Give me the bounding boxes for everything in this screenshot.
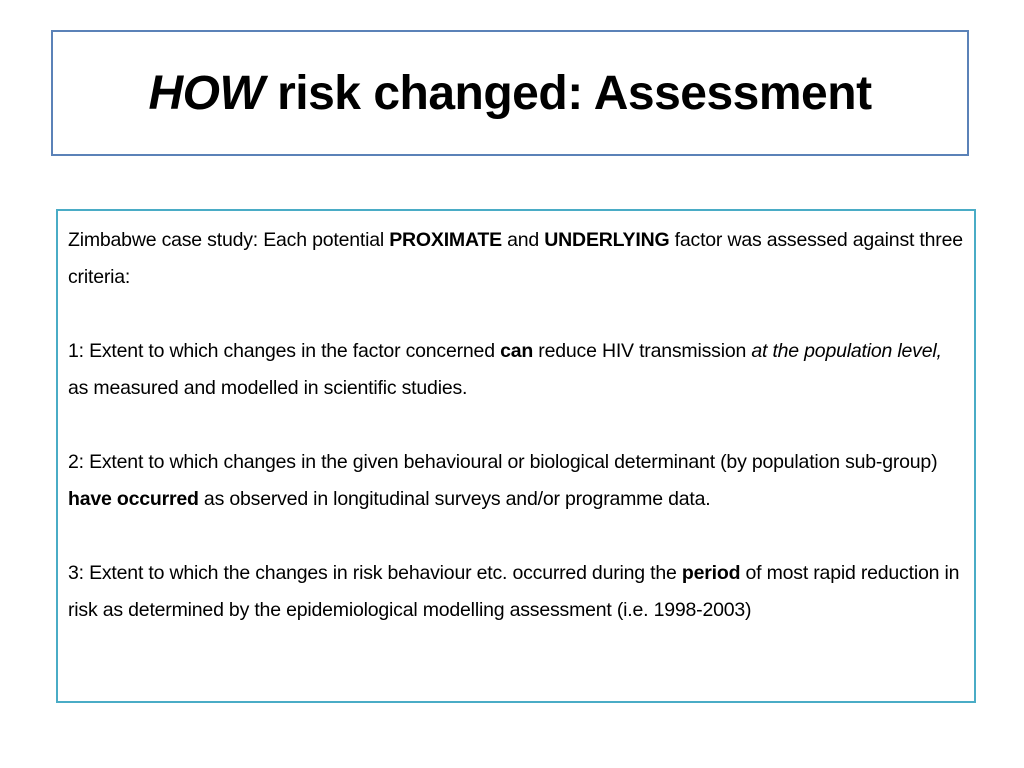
criterion-1-text-1: 1: Extent to which changes in the factor concerned (68, 340, 501, 362)
criterion-2-text-1: 2: Extent to which changes in the given behavioural or biological determinant (by population sub-group) (68, 451, 938, 473)
criterion-1 (68, 333, 964, 407)
slide-title (148, 66, 871, 121)
intro-text-2: and (501, 229, 545, 251)
intro-text-1: Zimbabwe case study: Each potential (68, 229, 390, 251)
can-term: can (500, 340, 534, 362)
criterion-3-text-2: of most rapid reduction in risk as determined by the epidemiological modelling assessment (i.e. 1998-2003) (68, 562, 960, 621)
underlying-term: UNDERLYING (544, 229, 670, 251)
criterion-3 (68, 555, 964, 629)
criterion-2-text-2: as observed in longitudinal surveys and/or programme data. (198, 488, 711, 510)
criterion-1-text-2: reduce HIV transmission (533, 340, 752, 362)
criterion-1-text-3: as measured and modelled in scientific studies. (68, 377, 468, 399)
paragraph-gap (68, 518, 964, 555)
intro-paragraph (68, 222, 964, 296)
paragraph-gap (68, 296, 964, 333)
title-rest: risk changed: Assessment (264, 66, 872, 120)
intro-text-3: factor was assessed against three criteria: (68, 229, 963, 288)
title-box (51, 30, 969, 156)
content-box (56, 209, 976, 703)
paragraph-gap (68, 407, 964, 444)
criterion-2 (68, 444, 964, 518)
title-emphasis: HOW (148, 66, 265, 120)
population-level-term: at the population level, (751, 340, 942, 362)
period-term: period (681, 562, 741, 584)
proximate-term: PROXIMATE (389, 229, 502, 251)
criterion-3-text-1: 3: Extent to which the changes in risk behaviour etc. occurred during the (68, 562, 682, 584)
have-occurred-term: have occurred (68, 488, 199, 510)
